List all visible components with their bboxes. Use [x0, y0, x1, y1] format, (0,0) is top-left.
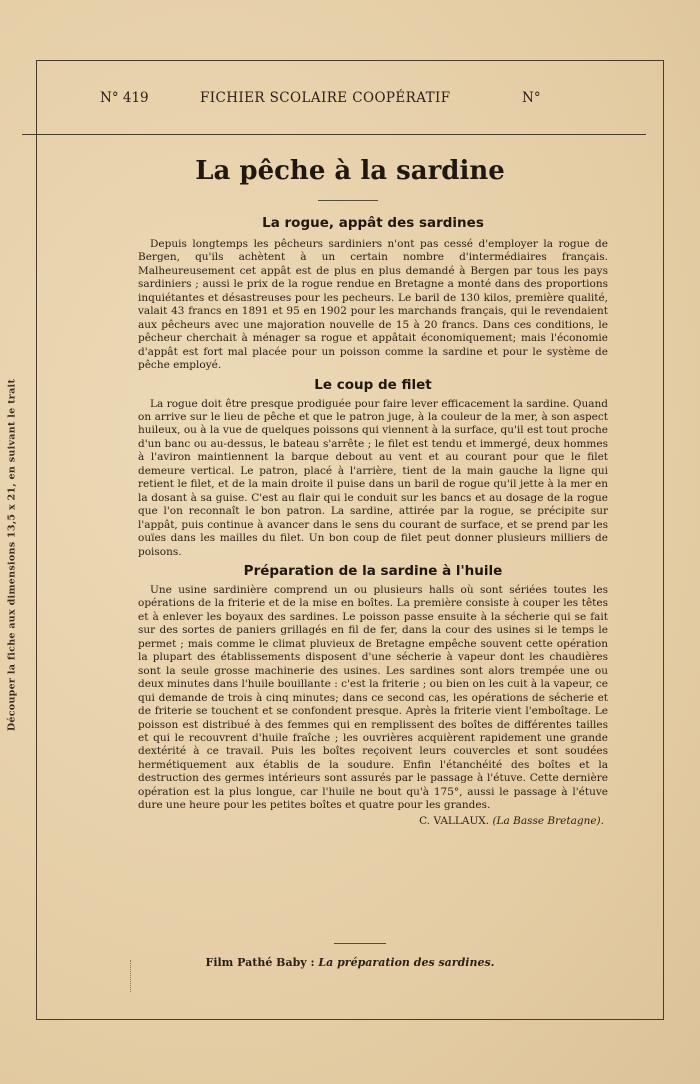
section-heading-huile: Préparation de la sardine à l'huile [243, 562, 503, 579]
signature-author: C. VALLAUX. [419, 814, 490, 827]
cut-instruction [4, 350, 20, 760]
card-header [22, 62, 646, 135]
section-text-huile: Une usine sardinière comprend un ou plusieurs halls où sont sériées toutes les opérations de la friterie et de la mise en boîtes. La première consiste à couper les têtes et à enlever les boyaux des sardines. Le poisson passe ensuite à la sécherie qui se fait sur des sortes de paniers grillagés en fil de fer, dans la cour des usines si le temps le permet ; mais comme le climat pluvieux de Bretagne empêche souvent cette opération la plupart des établissements disposent d'une sécherie à vapeur dont les chaudières sont la seule grosse machinerie des usines. Les sardines sont alors trempée une ou deux minutes dans l'huile bouillante : c'est la friterie ; ou bien on les cuit à la vapeur, ce qui demande de trois à cinq minutes; dans ce second cas, les opérations de sécherie et de friterie se touchent et se confondent presque. Après la friterie vient l'emboîtage. Le poisson est distribué à des femmes qui en remplissent des boîtes de différentes tailles et qui le recouvrent d'huile fraîche ; les ouvrières acquièrent rapidement une grande dextérité à ce travail. Puis les boîtes reçoivent leurs couvercles et sont soudées hermétiquement aux établis de la soudure. Enfin l'étanchéité des boîtes et la destruction des germes intérieurs sont assurés par le passage à l'étuve. Cette dernière opération est la plus longue, car l'huile ne bout qu'à 175°, aussi le passage à l'étuve dure une heure pour les petites boîtes et quatre pour les grandes. [138, 583, 608, 812]
signature [138, 815, 608, 827]
paper-mark [130, 960, 133, 992]
cut-instruction-text: Découper la fiche aux dimensions 13,5 x 21, en suivant le trait [6, 378, 18, 732]
page-title: La pêche à la sardine [195, 156, 505, 186]
section-text-rogue: Depuis longtemps les pêcheurs sardiniers n'ont pas cessé d'employer la rogue de Bergen, qu'ils achètent à un certain nombre d'intermédiaires français. Malheureusement cet appât est de plus en plus demandé à Bergen par tous les pays sardiniers ; aussi le prix de la rogue rendue en Bretagne a monté dans des proportions inquiétantes et désastreuses pour les pecheurs. Le baril de 130 kilos, première qualité, valait 43 francs en 1891 et 95 en 1902 pour les marchands français, qui le revendaient aux pêcheurs avec une majoration nouvelle de 15 à 20 francs. Dans ces conditions, le pêcheur cherchait à ménager sa rogue et appâtait économiquement; mais l'économie d'appât est fort mal placée pour un poisson comme la sardine et pour le système de pêche employé. [138, 238, 608, 372]
film-title: La préparation des sardines. [318, 956, 495, 969]
film-label: Film Pathé Baby : [205, 956, 315, 969]
article-body [138, 214, 608, 827]
section-heading-filet: Le coup de filet [314, 376, 432, 393]
collection-title: FICHIER SCOLAIRE COOPÉRATIF [200, 90, 451, 106]
title-divider [318, 200, 378, 201]
card-number: N° 419 [100, 90, 149, 106]
signature-source: (La Basse Bretagne). [492, 814, 604, 827]
signature-divider [334, 943, 386, 944]
card-number-right: N° [522, 90, 541, 106]
section-heading-rogue: La rogue, appât des sardines [262, 215, 484, 231]
section-text-filet: La rogue doit être presque prodiguée pour faire lever efficacement la sardine. Quand on arrive sur le lieu de pêche et que le patron juge, à la couleur de la mer, à son aspect huileux, ou à la vue de quelques poissons qui viennent à la surface, qu'il est tout proche d'un banc ou au-dessus, le bateau s'arrête ; le filet est tendu et immergé, deux hommes à l'aviron maintiennent la barque debout au vent et au courant pour que le filet demeure vertical. Le patron, placé à l'arrière, tient de la main gauche la ligne qui retient le filet, et de la main droite il puise dans un baril de rogue qu'il jette à la mer en la dosant à sa guise. C'est au flair qui le conduit sur les bancs et au dosage de la rogue que l'on reconnaît le bon patron. La sardine, attirée par la rogue, se précipite sur l'appât, puis continue à avancer dans le sens du courant de surface, et se prend par les ouïes dans les mailles du filet. Un bon coup de filet peut donner plusieurs milliers de poisons. [138, 397, 608, 558]
